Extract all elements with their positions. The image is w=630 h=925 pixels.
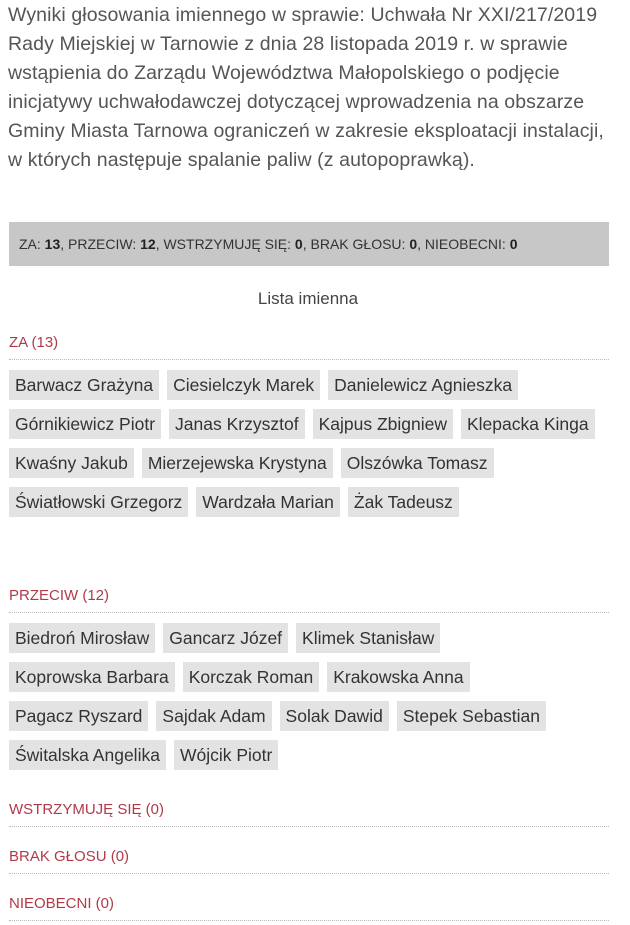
councillor-name-chip: Olszówka Tomasz xyxy=(341,448,494,478)
summary-wstrzymuje-value: 0 xyxy=(294,236,303,252)
summary-wstrzymuje-label: , WSTRZYMUJĘ SIĘ: xyxy=(155,236,295,252)
councillor-name-chip: Mierzejewska Krystyna xyxy=(142,448,333,478)
councillor-name-chip: Biedroń Mirosław xyxy=(9,623,155,653)
section-header-przeciw: PRZECIW (12) xyxy=(9,586,609,613)
councillor-name-chip: Wardzała Marian xyxy=(196,487,340,517)
vote-summary-bar xyxy=(9,222,609,266)
page-title: Wyniki głosowania imiennego w sprawie: Uchwała Nr XXI/217/2019 Rady Miejskiej w Tarnowie z dnia 28 listopada 2019 r. w sprawie wstąpienia do Zarządu Województwa Małopolskiego o podjęcie inicjatywy uchwałodawczej dotyczącej wprowadzenia na obszarze Gminy Miasta Tarnowa ograniczeń w zakresie eksploatacji instalacji, w których następuje spalanie paliw (z autopoprawką). xyxy=(8,4,604,171)
councillor-name-chip: Klepacka Kinga xyxy=(461,409,595,439)
councillor-name-chip: Koprowska Barbara xyxy=(9,662,175,692)
councillor-name-chip: Żak Tadeusz xyxy=(348,487,459,517)
list-title: Lista imienna xyxy=(257,289,359,308)
summary-przeciw-value: 12 xyxy=(140,236,156,252)
councillor-name-chip: Danielewicz Agnieszka xyxy=(328,370,518,400)
summary-przeciw-label: , PRZECIW: xyxy=(60,236,141,252)
councillor-name-chip: Stepek Sebastian xyxy=(397,701,546,731)
councillor-name-chip: Gancarz Józef xyxy=(163,623,288,653)
name-list-za xyxy=(9,370,609,517)
councillor-name-chip: Ciesielczyk Marek xyxy=(167,370,320,400)
section-header-nieobecni: NIEOBECNI (0) xyxy=(9,894,609,921)
summary-brak-value: 0 xyxy=(409,236,418,252)
councillor-name-chip: Sajdak Adam xyxy=(156,701,271,731)
councillor-name-chip: Wójcik Piotr xyxy=(174,740,278,770)
summary-za-label: ZA: xyxy=(19,236,45,252)
summary-brak-label: , BRAK GŁOSU: xyxy=(302,236,410,252)
section-header-wstrzymuje: WSTRZYMUJĘ SIĘ (0) xyxy=(9,800,609,827)
summary-za-value: 13 xyxy=(44,236,61,252)
councillor-name-chip: Krakowska Anna xyxy=(327,662,469,692)
councillor-name-chip: Pagacz Ryszard xyxy=(9,701,148,731)
section-za xyxy=(9,333,609,517)
section-header-za: ZA (13) xyxy=(9,333,609,360)
councillor-name-chip: Kajpus Zbigniew xyxy=(313,409,453,439)
section-nieobecni xyxy=(9,894,609,921)
councillor-name-chip: Barwacz Grażyna xyxy=(9,370,159,400)
section-przeciw xyxy=(9,586,609,770)
councillor-name-chip: Górnikiewicz Piotr xyxy=(9,409,161,439)
section-brak-glosu xyxy=(9,847,609,874)
summary-nieobecni-label: , NIEOBECNI: xyxy=(417,236,510,252)
councillor-name-chip: Janas Krzysztof xyxy=(169,409,305,439)
summary-nieobecni-value: 0 xyxy=(509,236,518,252)
name-list-przeciw xyxy=(9,623,609,770)
councillor-name-chip: Światłowski Grzegorz xyxy=(9,487,188,517)
councillor-name-chip: Klimek Stanisław xyxy=(296,623,440,653)
councillor-name-chip: Kwaśny Jakub xyxy=(9,448,134,478)
section-wstrzymuje xyxy=(9,800,609,827)
councillor-name-chip: Solak Dawid xyxy=(280,701,389,731)
section-header-brak-glosu: BRAK GŁOSU (0) xyxy=(9,847,609,874)
councillor-name-chip: Świtalska Angelika xyxy=(9,740,166,770)
councillor-name-chip: Korczak Roman xyxy=(183,662,320,692)
